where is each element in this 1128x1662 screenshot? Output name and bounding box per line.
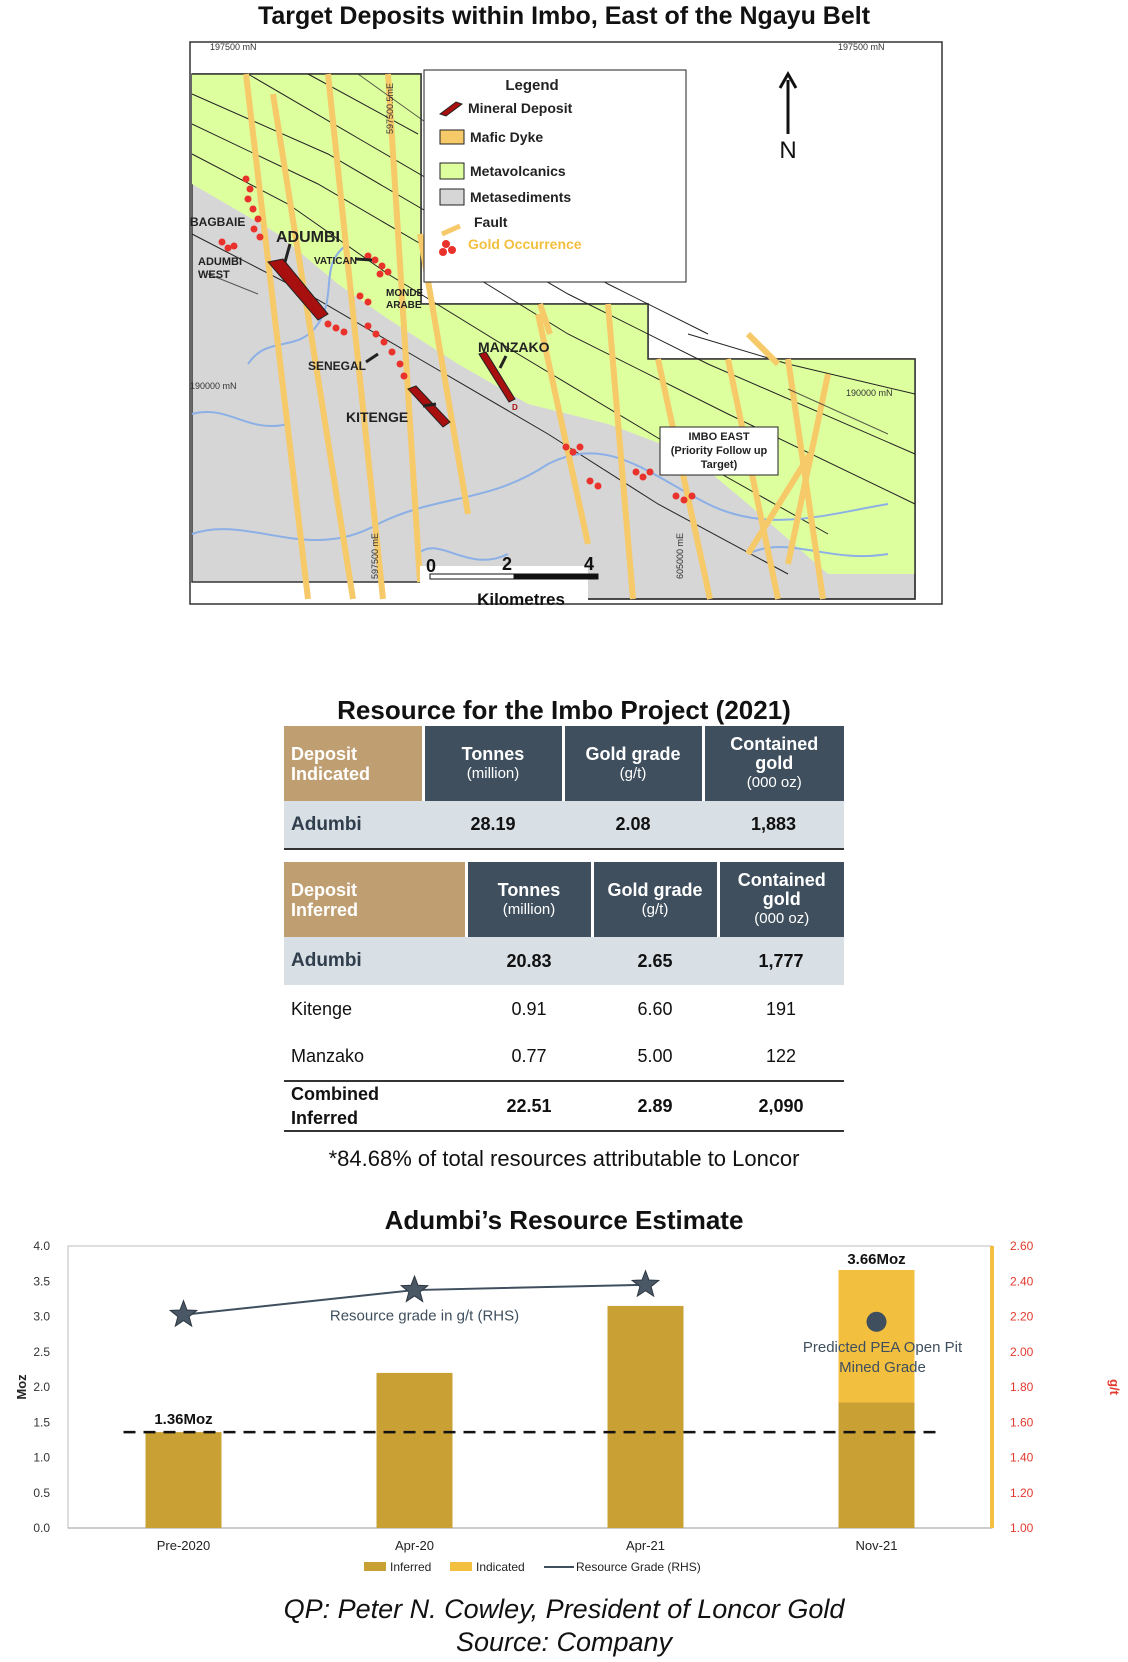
label-bagbaie: BAGBAIE [190, 215, 246, 229]
coord-east-top: 597500.5mE [385, 82, 395, 134]
header-tonnes-label: Tonnes [461, 743, 525, 764]
y2-tick-label: 1.60 [1010, 1415, 1034, 1430]
row-grade: 2.08 [563, 801, 703, 849]
table-row [284, 937, 844, 985]
qp-line: QP: Peter N. Cowley, President of Loncor Gold [283, 1594, 845, 1624]
x-tick-label: Apr-21 [625, 1538, 666, 1553]
table-row [284, 1033, 844, 1081]
legend-fault: Fault [474, 214, 508, 230]
label-monde-arabe-2: ARABE [386, 300, 422, 311]
scale-tick-2: 2 [502, 554, 513, 574]
grade-point-star [170, 1301, 197, 1326]
label-d: D [512, 403, 518, 412]
y2-axis-title: g/t [1107, 1379, 1122, 1395]
inferred-table [284, 862, 844, 1132]
header-category-label: Inferred [291, 899, 359, 920]
label-vatican: VATICAN [314, 256, 357, 267]
indicated-table [284, 726, 844, 850]
row-deposit: Adumbi [284, 801, 423, 849]
total-label-2: Inferred [291, 1108, 359, 1128]
inferred-header-tonnes [466, 862, 592, 937]
row-gold: 1,883 [703, 801, 844, 849]
inferred-header-deposit [284, 862, 466, 937]
y-tick-label: 4.0 [33, 1239, 50, 1253]
predicted-annotation-1: Predicted PEA Open Pit [802, 1338, 963, 1356]
north-label: N [779, 137, 797, 164]
bar-inferred [146, 1432, 222, 1528]
resource-table-title: Resource for the Imbo Project (2021) [337, 695, 791, 725]
row-tonnes: 0.91 [511, 998, 547, 1019]
label-monde-arabe-1: MONDE [386, 288, 424, 299]
legend-swatch-indicated [450, 1562, 472, 1571]
imbo-east-callout [660, 427, 778, 475]
header-grade-label: Gold grade [607, 879, 703, 900]
y2-tick-label: 2.00 [1010, 1344, 1034, 1359]
resource-chart [14, 1238, 1122, 1578]
source-line: Source: Company [455, 1627, 673, 1657]
label-adumbi-west-2: WEST [198, 269, 230, 281]
y-tick-label: 3.0 [33, 1309, 50, 1324]
row-tonnes: 0.77 [511, 1046, 547, 1066]
legend-label-inferred: Inferred [390, 1560, 432, 1574]
y-tick-label: 2.5 [33, 1344, 50, 1359]
grade-line-annotation: Resource grade in g/t (RHS) [329, 1307, 520, 1325]
header-gold-unit: (000 oz) [754, 910, 810, 927]
chart-svg [14, 1238, 1122, 1578]
total-deposit [284, 1081, 466, 1131]
header-grade-unit: (g/t) [641, 900, 669, 918]
indicated-header-deposit [284, 726, 423, 801]
grade-point-star [401, 1276, 428, 1301]
label-imbo-east-3: Target) [700, 459, 738, 471]
row-tonnes: 28.19 [423, 801, 563, 849]
header-tonnes-label: Tonnes [497, 879, 561, 900]
legend-metavolcanics: Metavolcanics [470, 163, 566, 179]
table-row [284, 801, 844, 849]
bar-inferred [608, 1306, 684, 1528]
header-grade-label: Gold grade [585, 743, 681, 764]
map-title: Target Deposits within Imbo, East of the Ngayu Belt [257, 2, 871, 30]
row-gold: 191 [765, 998, 797, 1019]
legend-gold-occurrence: Gold Occurrence [468, 236, 582, 252]
row-grade: 6.60 [637, 998, 673, 1019]
x-tick-label: Nov-21 [855, 1538, 898, 1553]
table-row [284, 985, 844, 1033]
header-grade-unit: (g/t) [619, 764, 647, 782]
label-kitenge: KITENGE [346, 409, 409, 425]
chart-title: Adumbi’s Resource Estimate [384, 1205, 744, 1235]
row-deposit: Adumbi [284, 937, 466, 985]
coord-east-bottom-right: 605000 mE [675, 532, 685, 579]
header-tonnes-unit: (million) [466, 764, 520, 782]
x-tick-label: Apr-20 [394, 1538, 435, 1553]
legend-mineral-deposit: Mineral Deposit [468, 100, 573, 116]
predicted-grade-point [867, 1312, 887, 1332]
total-label-1: Combined [291, 1084, 379, 1104]
total-row [284, 1081, 844, 1131]
y2-tick-label: 1.20 [1010, 1485, 1034, 1500]
header-deposit-label: Deposit [291, 743, 358, 764]
scale-tick-0: 0 [426, 556, 437, 576]
map-legend [424, 70, 686, 282]
bar-inferred [839, 1403, 915, 1528]
legend-metasediments: Metasediments [470, 189, 572, 205]
label-adumbi-west-1: ADUMBI [198, 256, 242, 268]
grade-point-star [632, 1271, 659, 1296]
legend-swatch-inferred [364, 1562, 386, 1571]
legend-label-indicated: Indicated [476, 1560, 525, 1574]
header-gold-label-1: Contained [737, 870, 826, 890]
coord-mid-right: 190000 mN [846, 388, 893, 398]
legend-metavolcanics-swatch [440, 163, 464, 179]
coord-top-left: 197500 mN [210, 42, 257, 52]
x-tick-label: Pre-2020 [156, 1538, 211, 1553]
header-gold-label: Contained gold [730, 734, 819, 773]
y-tick-label: 1.0 [33, 1450, 50, 1465]
y2-tick-label: 2.60 [1010, 1239, 1034, 1253]
bar-inferred [377, 1373, 453, 1528]
end-total-label: 3.66Moz [847, 1250, 906, 1268]
y-tick-label: 0.5 [33, 1485, 50, 1500]
y-tick-label: 3.5 [33, 1274, 50, 1289]
predicted-annotation-2: Mined Grade [839, 1358, 926, 1376]
row-grade: 5.00 [637, 1046, 673, 1066]
table-footnote: *84.68% of total resources attributable to Loncor [328, 1146, 800, 1171]
row-tonnes: 20.83 [466, 937, 592, 985]
total-grade: 2.89 [592, 1081, 718, 1131]
header-category-label: Indicated [291, 763, 371, 784]
total-gold: 2,090 [718, 1081, 844, 1131]
y2-tick-label: 2.40 [1010, 1274, 1034, 1289]
inferred-header-grade [592, 862, 718, 937]
map-svg [188, 34, 948, 644]
label-imbo-east-1: IMBO EAST [688, 431, 750, 443]
row-deposit: Manzako [291, 1046, 365, 1066]
label-senegal: SENEGAL [308, 359, 367, 373]
legend-label-grade: Resource Grade (RHS) [576, 1560, 701, 1574]
inferred-header-gold [718, 862, 844, 937]
total-tonnes: 22.51 [466, 1081, 592, 1131]
coord-top-right: 197500 mN [838, 42, 885, 52]
scale-unit: Kilometres [477, 590, 565, 609]
legend-mafic-dyke: Mafic Dyke [470, 129, 544, 145]
y2-tick-label: 2.20 [1010, 1309, 1034, 1324]
header-gold-label-2: gold [762, 889, 801, 909]
legend-metasediments-swatch [440, 189, 464, 205]
label-manzako: MANZAKO [478, 339, 550, 355]
row-gold: 1,777 [718, 937, 844, 985]
credits [0, 1593, 1128, 1659]
row-deposit: Kitenge [291, 998, 353, 1019]
label-adumbi: ADUMBI [276, 229, 340, 246]
indicated-header-row [284, 726, 844, 801]
legend-title: Legend [505, 77, 559, 94]
y-tick-label: 0.0 [33, 1521, 50, 1535]
header-deposit-label: Deposit [291, 879, 358, 900]
y-tick-label: 2.0 [33, 1380, 50, 1394]
inferred-header-row [284, 862, 844, 937]
y2-tick-label: 1.40 [1010, 1450, 1034, 1465]
start-total-label: 1.36Moz [154, 1411, 213, 1429]
indicated-header-tonnes [423, 726, 563, 801]
y2-tick-label: 1.80 [1010, 1380, 1034, 1394]
y2-tick-label: 1.00 [1010, 1521, 1034, 1535]
bar-indicated [839, 1270, 915, 1403]
indicated-header-grade [563, 726, 703, 801]
y-axis-title: Moz [14, 1374, 29, 1400]
y-tick-label: 1.5 [33, 1415, 50, 1430]
header-gold-unit: (000 oz) [746, 774, 802, 791]
row-grade: 2.65 [592, 937, 718, 985]
label-imbo-east-2: (Priority Follow up [670, 445, 768, 457]
scale-tick-4: 4 [584, 554, 595, 574]
coord-east-bottom-left: 597500 mE [370, 532, 380, 579]
geology-map [188, 34, 948, 644]
legend-dyke-swatch [440, 130, 464, 144]
row-gold: 122 [765, 1046, 797, 1066]
coord-mid-left: 190000 mN [190, 381, 237, 391]
header-tonnes-unit: (million) [502, 900, 556, 918]
indicated-header-gold [703, 726, 844, 801]
